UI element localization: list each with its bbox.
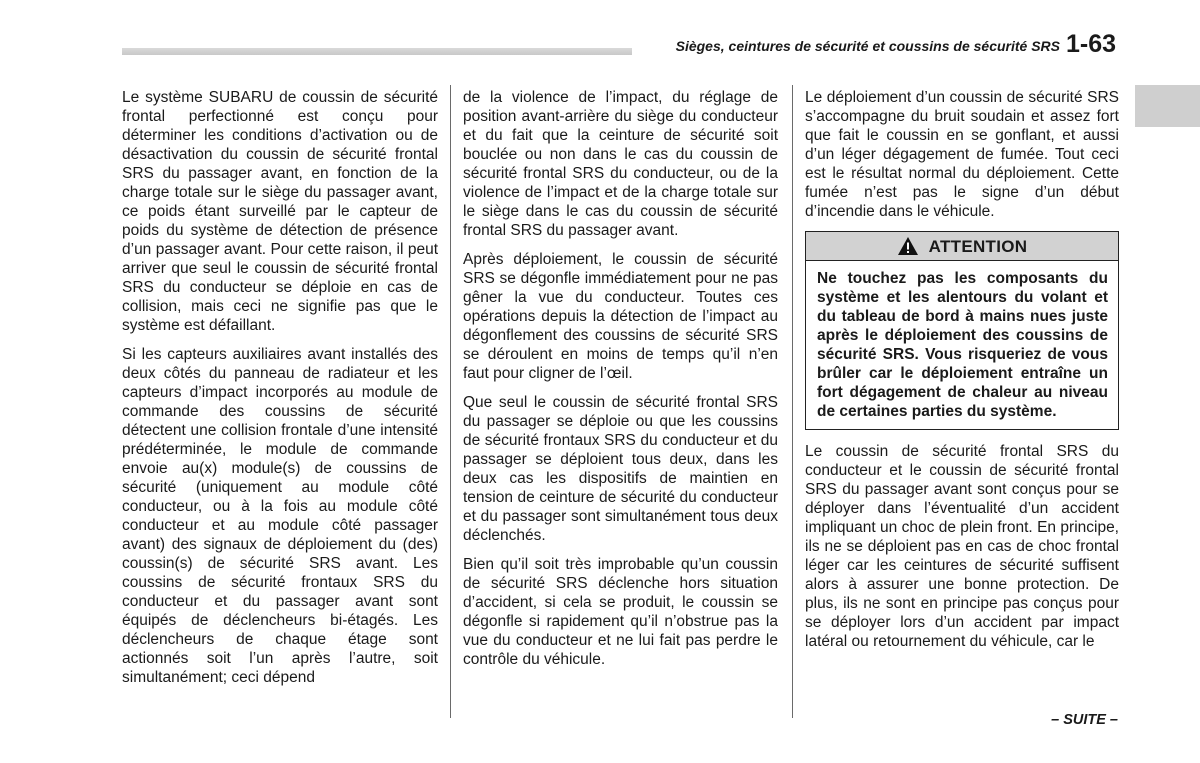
header-bar [122, 48, 632, 55]
paragraph: Le déploiement d’un coussin de sécurité SRS s’accompagne du bruit soudain et assez fort que fait le coussin en se gonflant, et aussi d’un léger dégagement de fumée. Tout ceci est le résultat normal du déploiement. Cette fumée n’est pas le signe d’un début d’incendie dans le véhicule. [805, 89, 1119, 220]
column-divider [792, 85, 793, 718]
paragraph: de la violence de l’impact, du réglage de position avant-arrière du siège du conducteur et du fait que la ceinture de sécurité soit bouclée ou non dans le cas du coussin de sécurité frontal SRS du conducteur, ou de la violence de l’impact et de la charge totale sur le siège dans le cas du coussin de sécurité frontal SRS du passager avant. [463, 89, 778, 239]
paragraph: Que seul le coussin de sécurité frontal SRS du passager se déploie ou que les coussins de sécurité frontaux SRS du conducteur et du passager se déploient tous deux, dans les deux cas les dispositifs de maintien en tension de ceinture de sécurité du conducteur et du passager sont simultanément tous deux déclenchés. [463, 394, 778, 544]
warning-triangle-icon [897, 236, 919, 256]
attention-title: ATTENTION [928, 236, 1028, 256]
paragraph: Le coussin de sécurité frontal SRS du conducteur et le coussin de sécurité frontal SRS du passager avant sont conçus pour se déployer dans l’éventualité d’un accident impliquant un choc de plein front. En principe, ils ne se déploient pas en cas de choc frontal léger car les ceintures de sécurité suffisent alors à assurer une bonne protection. De plus, ils ne sont en principe pas conçus pour se déployer lors d’un accident par impact latéral ou retournement du véhicule, car le [805, 443, 1119, 650]
continued-label: – SUITE – [1051, 712, 1118, 728]
attention-box [805, 231, 1119, 430]
section-tab [1135, 85, 1200, 127]
column-divider [450, 85, 451, 718]
paragraph: Après déploiement, le coussin de sécurité SRS se dégonfle immédiatement pour ne pas gêner la vue du conducteur. Toutes ces opérations depuis la détection de l’impact au dégonflement des coussins de sécurité SRS se déroulent en moins de temps qu’il n’en faut pour cligner de l’œil. [463, 251, 778, 382]
attention-header [806, 232, 1118, 261]
page-number: 1-63 [1066, 30, 1117, 58]
paragraph: Si les capteurs auxiliaires avant installés des deux côtés du panneau de radiateur et les capteurs d’impact incorporés au module de commande des coussins de sécurité détectent une collision frontale d’une intensité prédéterminée, le module de commande envoie au(x) module(s) de coussins de sécurité (uniquement au module côté conducteur, ou à la fois au module côté conducteur et au module côté passager avant) des signaux de déploiement du (des) coussin(s) de sécurité SRS avant. Les coussins de sécurité frontaux SRS du conducteur et du passager avant sont équipés de déclencheurs bi-étagés. Les déclencheurs de chaque étage sont actionnés soit l’un après l’autre, soit simultanément; ceci dépend [122, 346, 438, 686]
paragraph: Bien qu’il soit très improbable qu’un coussin de sécurité SRS déclenche hors situation d’accident, si cela se produit, le coussin se dégonfle si rapidement qu’il n’obstrue pas la vue du conducteur et ne lui fait pas perdre le contrôle du véhicule. [463, 556, 778, 668]
text-column-2 [463, 88, 778, 679]
header-title: Sièges, ceintures de sécurité et coussins de sécurité SRS [675, 38, 1060, 54]
paragraph: Le système SUBARU de coussin de sécurité frontal perfectionné est conçu pour déterminer les conditions d’activation ou de désactivation du coussin de sécurité frontal SRS du passager avant, en fonction de la charge totale sur le siège du passager avant, ce poids étant surveillé par le capteur de poids du système de détection de présence d’un passager avant. Pour cette raison, il peut arriver que seul le coussin de sécurité frontal SRS du conducteur se déploie en cas de collision, mais ceci ne signifie pas que le système est défaillant. [122, 89, 438, 334]
text-column-3 [805, 88, 1119, 661]
attention-text: Ne touchez pas les composants du système et les alentours du volant et du tableau de bord à mains nues juste après le déploiement des coussins de sécurité SRS. Vous risqueriez de vous brûler car le déploiement entraîne un fort dégagement de chaleur au niveau de certaines parties du système. [817, 270, 1108, 420]
text-column-1 [122, 88, 438, 697]
